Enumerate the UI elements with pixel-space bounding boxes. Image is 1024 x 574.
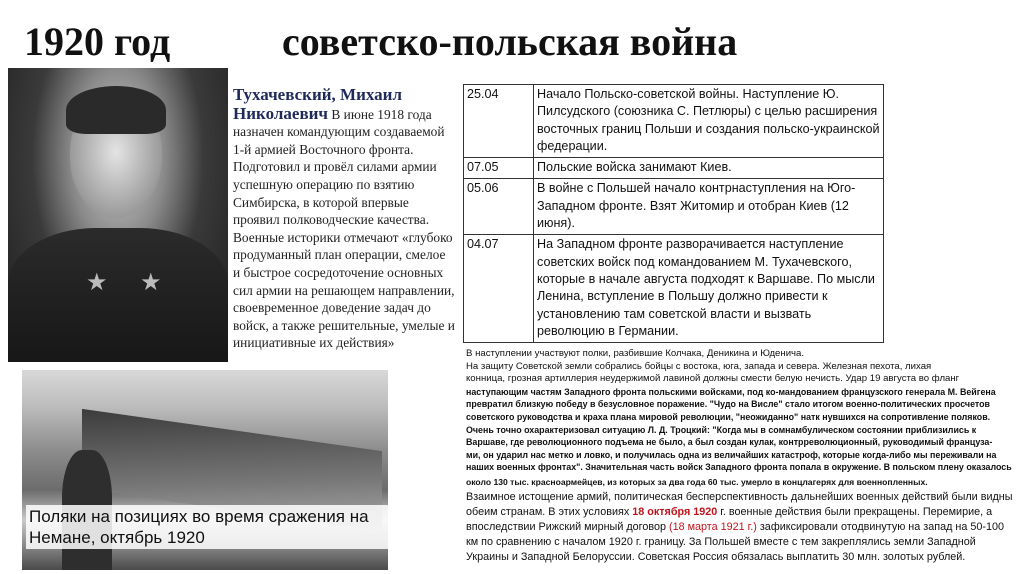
photo-caption: Поляки на позициях во время сражения на Немане, октябрь 1920 [26, 505, 388, 549]
note-line: наступающим частям Западного фронта польскими войсками, под ко-мандованием французского генерала М. Вейгена [466, 386, 996, 397]
text: впоследствии Рижский мирный договор [466, 520, 669, 533]
armistice-date: 18 октября 1920 [632, 505, 718, 518]
event-cell: Польские войска занимают Киев. [534, 158, 884, 179]
note-line: На защиту Советской земли собрались бойцы с востока, юга, запада и севера. Железная пехота, лихая [466, 360, 932, 372]
table-row [464, 235, 884, 343]
note-line: превратил близкую победу в безусловное поражение. "Чудо на Висле" стало итогом военно-политических просчетов [466, 399, 991, 410]
conclusion-line [466, 505, 1024, 520]
event-cell: На Западном фронте разворачивается наступление советских войск под командованием М. Тухачевского, которые в начале августа подходят к Варшаве. По мысли Ленина, вступление в Польшу должно привести к установлению там советской власти и вызвать революцию в Германии. [534, 235, 884, 343]
note-line: наших военных фронтах". Значительная часть войск Западного фронта попала в окружение. В польском плену оказалось [466, 462, 1012, 473]
bio-text: В июне 1918 года назначен командующим создаваемой 1-й армией Восточного фронта. Подготовил и провёл силами армии успешную операцию по взятию Симбирска, в которой впервые проявил полководческие качества. Военные историки отмечают «глубоко продуманный план операции, смелое и быстрое сосредоточение основных сил армии на решающем направлении, своевременное доведение задач до войск, а также решительные, умелые и инициативные их действия» [233, 106, 455, 351]
note-line: советского руководства и краха плана мировой революции, "неожиданно" натк нувшихся на сопротивление поляков. [466, 411, 991, 422]
conclusion-line: Взаимное истощение армий, политическая бесперспективность дальнейших военных действий были видны [466, 490, 1013, 503]
note-line: Очень точно охарактеризовал ситуацию Л. Д. Троцкий: "Когда мы в сомнамбулическом состоянии приблизились к [466, 424, 977, 435]
event-cell: Начало Польско-советской войны. Наступление Ю. Пилсудского (союзника С. Петлюры) с целью расширения восточных границ Польши и создания польско-украинской федерации. [534, 85, 884, 158]
text: зафиксировали отодвинутую на запад на 50-100 [756, 520, 1004, 533]
note-line: В наступлении участвуют полки, разбившие Колчака, Деникина и Юденича. [466, 348, 805, 359]
conclusion-line: км по сравнению с началом 1920 г. границу. За Польшей вместе с тем закреплялись земли Западной [466, 535, 976, 548]
star-icon: ★ [86, 269, 108, 296]
table-row [464, 85, 884, 158]
tukhachevsky-portrait [8, 68, 228, 362]
slide-year-title: 1920 год [24, 19, 171, 64]
date-cell: 05.06 [464, 179, 534, 235]
pow-note: около 130 тыс. красноармейцев, из которых за два года 60 тыс. умерло в концлагерях для военнопленных. [466, 476, 928, 487]
star-icon: ★ [140, 269, 162, 296]
date-cell: 04.07 [464, 235, 534, 343]
biography [233, 86, 455, 352]
text-column [466, 348, 1024, 565]
conclusion-paragraph [466, 490, 1024, 565]
notes-block [466, 348, 1024, 474]
event-cell: В войне с Польшей начало контрнаступления на Юго-Западном фронте. Взят Житомир и отобран Киев (12 июня). [534, 179, 884, 235]
bio-name: Тухачевский, Михаил Николаевич [233, 85, 402, 123]
date-cell: 25.04 [464, 85, 534, 158]
table-row [464, 158, 884, 179]
note-line: Варшаве, где революционного подъема не было, а был создан кулак, контрреволюционный, руководимый француза- [466, 437, 993, 448]
note-line: конница, грозная артиллерия неудержимой лавиной должны смести белую нечисть. Удар 19 августа во фланг [466, 373, 960, 385]
treaty-date: (18 марта 1921 г.) [668, 520, 757, 533]
note-line: ми, он ударил нас метко и ловко, и получилась одна из величайших катастроф, которые когда-либо мы переживали на [466, 449, 997, 460]
table-row [464, 179, 884, 235]
date-cell: 07.05 [464, 158, 534, 179]
text: г. военные действия были прекращены. Перемирие, а [717, 505, 993, 518]
timeline-table [463, 84, 884, 343]
text: обеим странам. В этих условиях [466, 505, 633, 518]
slide-title: советско-польская война [282, 19, 738, 64]
conclusion-line: Украины и Западной Белоруссии. Советская Россия обязалась выплатить 30 млн. золотых рублей. [466, 550, 966, 563]
conclusion-line [466, 520, 1024, 535]
